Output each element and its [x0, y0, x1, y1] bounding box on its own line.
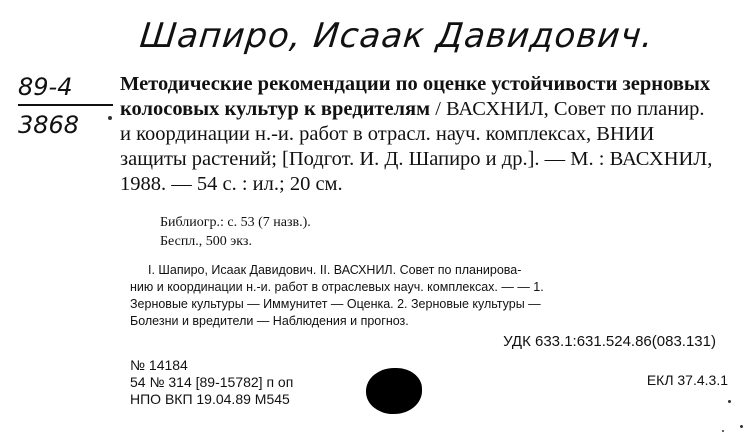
print-run-note: Беспл., 500 экз.: [160, 234, 252, 249]
subject-line: Болезни и вредители — Наблюдения и прогноз.: [130, 314, 409, 328]
notes: [160, 213, 311, 251]
shelfmark-bottom: 3868: [18, 111, 80, 139]
handwritten-author: Шапиро, Исаак Давидович.: [137, 16, 656, 56]
speck: [740, 425, 743, 428]
subject-line: Зерновые культуры — Иммунитет — Оценка. 2. Зерновые культуры —: [130, 297, 541, 311]
shelfmark-top: 89-4: [18, 72, 113, 106]
shelfmark: [18, 72, 113, 140]
speck: [728, 400, 731, 403]
bibliographic-description: [120, 72, 715, 197]
bibliography-note: Библиогр.: с. 53 (7 назв.).: [160, 215, 311, 230]
subject-headings: [130, 262, 720, 330]
description-text: / ВАСХНИЛ, Совет по планир. и координации н.-и. работ в отрасл. науч. комплексах, ВНИИ защиты растений; [Подгот. И. Д. Шапиро и др.]. — М. : ВАСХНИЛ, 1988. — 54 с. : ил.; 20 см.: [120, 98, 713, 195]
order-number: № 14184: [130, 357, 188, 373]
ink-blot: [366, 368, 422, 414]
speck: [108, 116, 112, 120]
printer-info: НПО ВКП 19.04.89 М545: [130, 391, 290, 407]
ekl-code: ЕКЛ 37.4.3.1: [646, 372, 728, 388]
order-info: [130, 357, 293, 408]
subject-line: нию и координации н.-и. работ в отраслевых науч. комплексах. — — 1.: [130, 280, 544, 294]
udc-code: УДК 633.1:631.524.86(083.131): [503, 333, 716, 350]
order-details: 54 № 314 [89-15782] п оп: [130, 374, 294, 390]
speck: [722, 430, 724, 432]
subject-line: I. Шапиро, Исаак Давидович. II. ВАСХНИЛ. Совет по планирова-: [148, 263, 522, 277]
title-text: Методические рекомендации по оценке устойчивости зерновых колосовых культур к вредителям: [120, 73, 711, 120]
